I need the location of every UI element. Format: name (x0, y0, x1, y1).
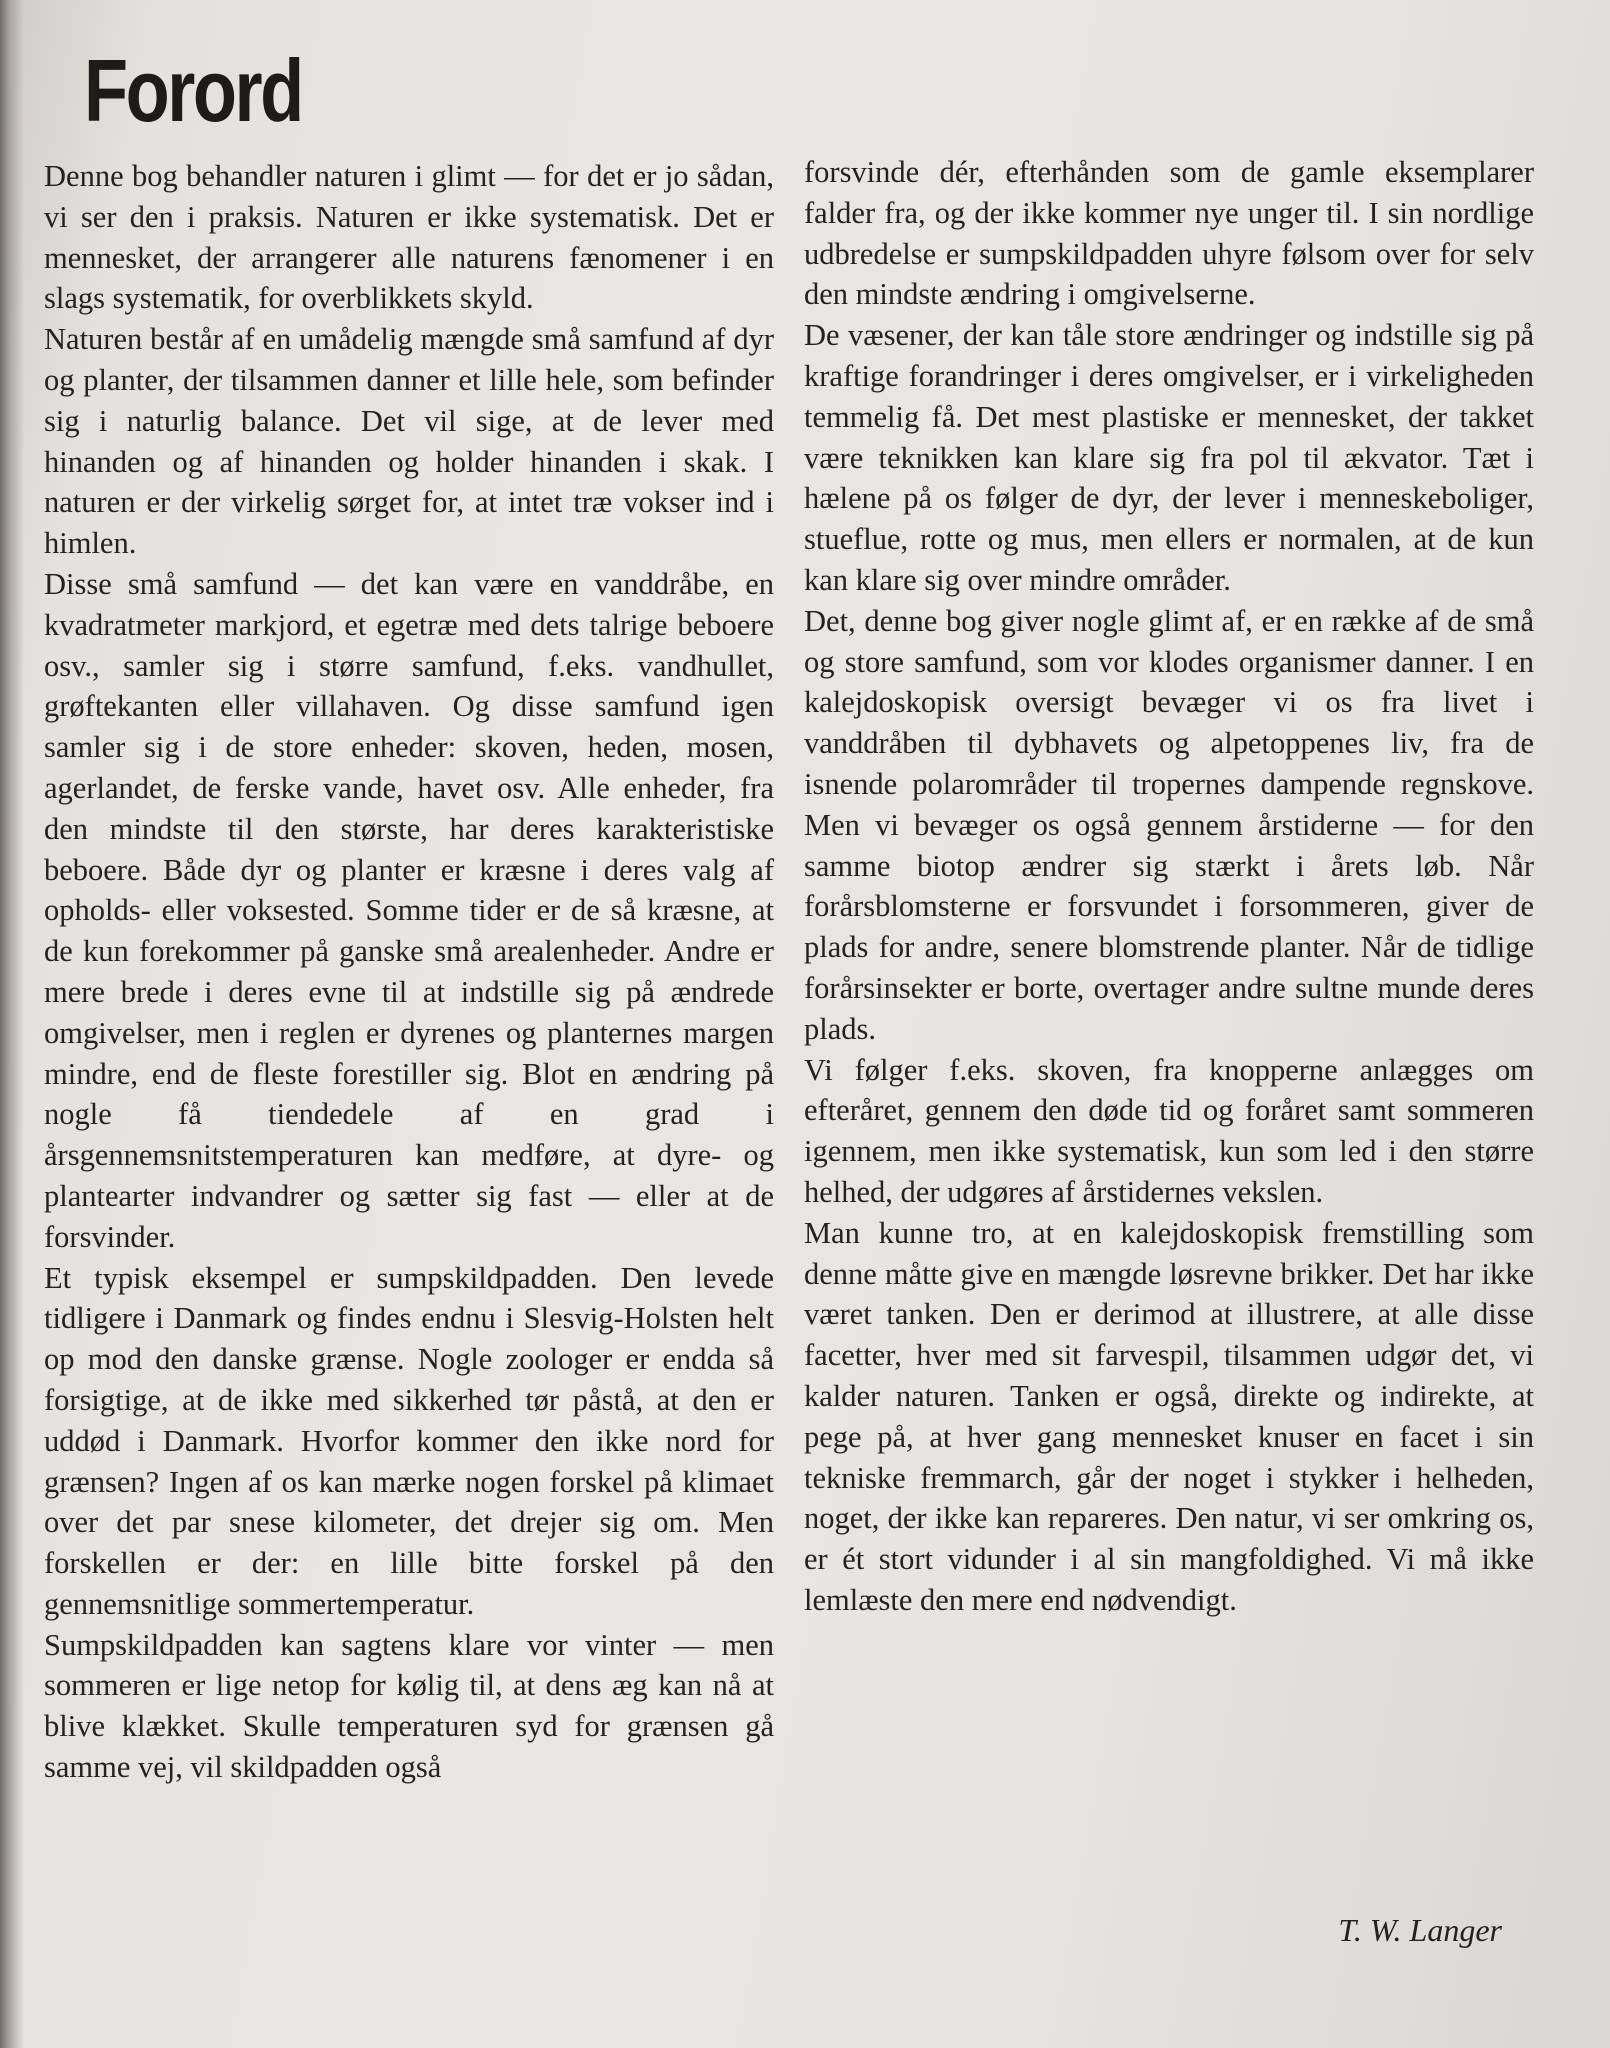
paragraph: Denne bog behandler naturen i glimt — for det er jo sådan, vi ser den i praksis. Naturen er ikke systematisk. Det er mennesket, der arrangerer alle naturens fænomener i en slags systematik, for overblikkets skyld. (44, 159, 774, 316)
paragraph: Sumpskildpadden kan sagtens klare vor vinter — men sommeren er lige netop for kølig til, at dens æg kan nå at blive klækket. Skulle temperaturen syd for grænsen gå samme vej, vil skildpadden også (44, 1627, 774, 1785)
binding-shadow (0, 0, 24, 2048)
paragraph: Et typisk eksempel er sumpskildpadden. Den levede tidligere i Danmark og findes endnu i Slesvig-Holsten helt op mod den danske grænse. Nogle zoologer er endda så forsigtige, at de ikke med sikkerhed tør påstå, at den er uddød i Danmark. Hvorfor kommer den ikke nord for grænsen? Ingen af os kan mærke nogen forskel på klimaet over det par snese kilometer, det drejer sig om. Men forskellen er der: en lille bitte forskel på den gennemsnitlige sommertemperatur. (44, 1260, 774, 1621)
paragraph: Naturen består af en umådelig mængde små samfund af dyr og planter, der tilsammen danner et lille hele, som befinder sig i naturlig balance. Det vil sige, at de lever med hinanden og af hinanden og holder hinanden i skak. I naturen er der virkelig sørget for, at intet træ vokser ind i himlen. (44, 322, 774, 561)
right-text-column (804, 152, 1534, 1621)
author-signature: T. W. Langer (1338, 1912, 1502, 1948)
paragraph: Man kunne tro, at en kalejdoskopisk fremstilling som denne måtte give en mængde løsrevne brikker. Det har ikke været tanken. Den er derimod at illustrere, at alle disse facetter, hver med sit farvespil, tilsammen udgør det, vi kalder naturen. Tanken er også, direkte og indirekte, at pege på, at hver gang mennesket knuser en facet i sin tekniske fremmarch, går der noget i stykker i helheden, noget, der ikke kan repareres. Den natur, vi ser omkring os, er ét stort vidunder i al sin mangfoldighed. Vi må ikke lemlæste den mere end nødvendigt. (804, 1215, 1534, 1617)
page-title: Forord (84, 41, 302, 140)
left-text-column (44, 156, 774, 1788)
paragraph: Vi følger f.eks. skoven, fra knopperne anlægges om efteråret, gennem den døde tid og foråret samt sommeren igennem, men ikke systematisk, kun som led i den større helhed, der udgøres af årstidernes vekslen. (804, 1052, 1534, 1209)
paragraph: De væsener, der kan tåle store ændringer og indstille sig på kraftige forandringer i deres omgivelser, er i virkeligheden temmelig få. Det mest plastiske er mennesket, der takket være teknikken kan klare sig fra pol til ækvator. Tæt i hælene på os følger de dyr, der lever i menneskeboliger, stueflue, rotte og mus, men ellers er normalen, at de kun kan klare sig over mindre områder. (804, 318, 1534, 597)
paragraph: Disse små samfund — det kan være en vanddråbe, en kvadratmeter markjord, et egetræ med dets talrige beboere osv., samler sig i større samfund, f.eks. vandhullet, grøftekanten eller villahaven. Og disse samfund igen samler sig i de store enheder: skoven, heden, mosen, agerlandet, de ferske vande, havet osv. Alle enheder, fra den mindste til den største, har deres karakteristiske beboere. Både dyr og planter er kræsne i deres valg af opholds- eller voksested. Somme tider er de så kræsne, at de kun forekommer på ganske små arealenheder. Andre er mere brede i deres evne til at indstille sig på ændrede omgivelser, men i reglen er dyrenes og planternes margen mindre, end de fleste forestiller sig. Blot en ændring på nogle få tiendedele af en grad i årsgennemsnitstemperaturen kan medføre, at dyre- og plantearter indvandrer og sætter sig fast — eller at de forsvinder. (44, 566, 774, 1254)
paragraph: forsvinde dér, efterhånden som de gamle eksemplarer falder fra, og der ikke kommer nye unger til. I sin nordlige udbredelse er sumpskildpadden uhyre følsom over for selv den mindste ændring i omgivelserne. (804, 155, 1534, 312)
paragraph: Det, denne bog giver nogle glimt af, er en række af de små og store samfund, som vor klodes organismer danner. I en kalejdoskopisk oversigt bevæger vi os fra livet i vanddråben til dybhavets og alpetoppenes liv, fra de isnende polarområder til tropernes dampende regnskove. Men vi bevæger os også gennem årstiderne — for den samme biotop ændrer sig stærkt i årets løb. Når forårsblomsterne er forsvundet i forsommeren, giver de plads for andre, senere blomstrende planter. Når de tidlige forårsinsekter er borte, overtager andre sultne munde deres plads. (804, 603, 1534, 1046)
